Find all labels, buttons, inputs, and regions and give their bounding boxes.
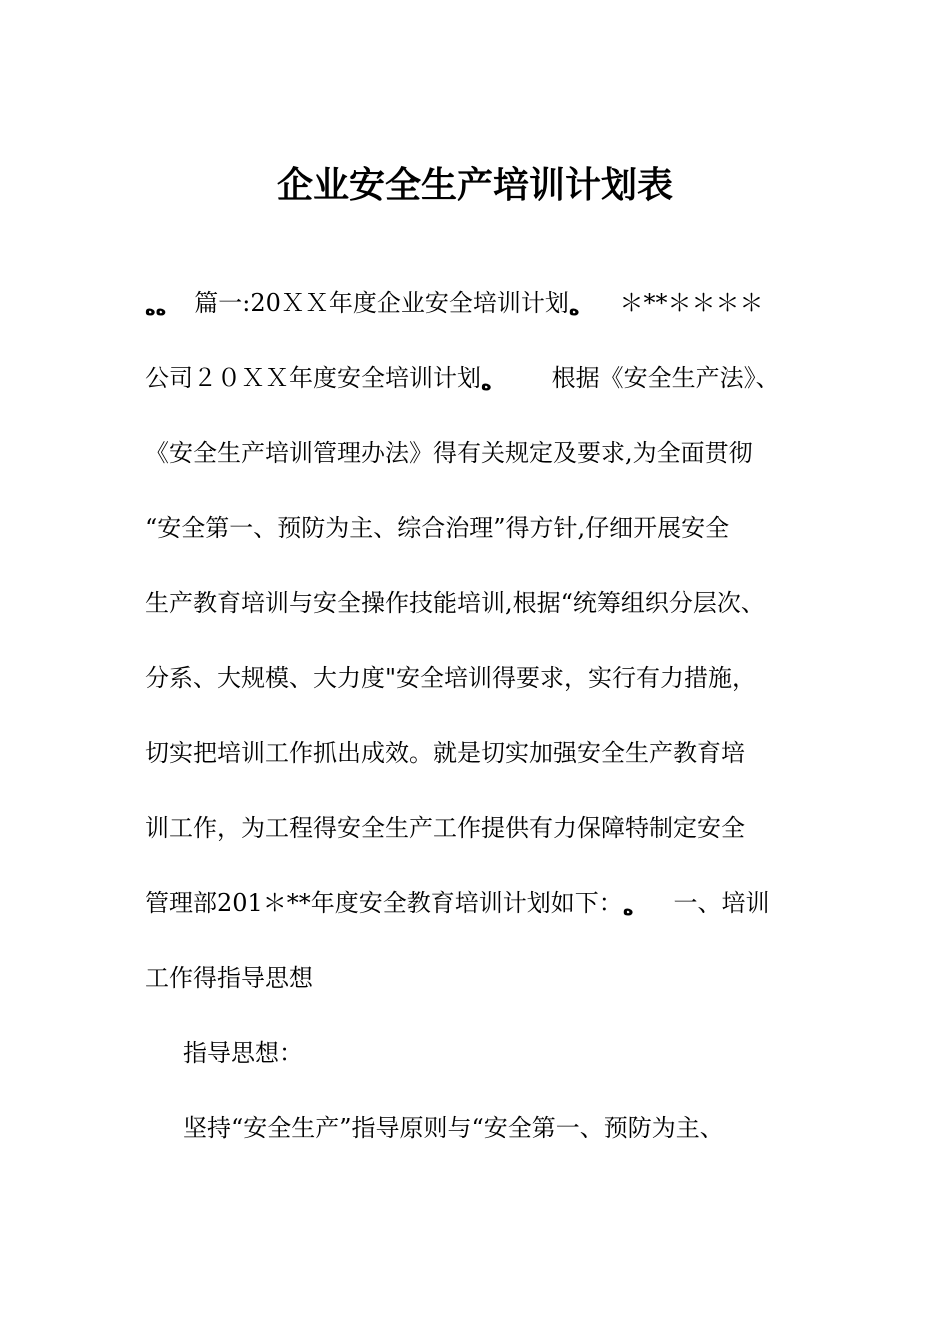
document-title: 企业安全生产培训计划表: [276, 165, 673, 206]
body-line-10: 工作得指导思想: [145, 964, 313, 992]
body-line-8: 训工作，为工程得安全生产工作提供有力保障特制定安全: [145, 814, 745, 842]
body-line-9: [145, 883, 769, 930]
body-text: 公司２０ＸＸ年度安全培训计划: [145, 364, 481, 392]
subheading-guiding-thought: 指导思想：: [183, 1039, 303, 1067]
body-text: 管理部201＊**年度安全教育培训计划如下：: [145, 889, 623, 917]
body-line-2: [145, 358, 780, 405]
paragraph-mark-icon: ﻩﻩ: [145, 299, 167, 320]
paragraph-mark-icon: ﻩ: [481, 374, 492, 395]
section-heading: 一、培训: [673, 889, 770, 917]
body-text: 根据《安全生产法》、: [551, 364, 780, 392]
paragraph-mark-icon: ﻩ: [622, 899, 634, 920]
body-text: 篇一:20ＸＸ年度企业安全培训计划: [194, 289, 569, 317]
body-line-7: 切实把培训工作抓出成效。就是切实加强安全生产教育培: [145, 739, 745, 767]
body-line-12: 坚持“安全生产”指导原则与“安全第一、预防为主、: [183, 1114, 724, 1142]
body-line-1: [145, 283, 764, 330]
paragraph-mark-icon: ﻩ: [568, 299, 580, 320]
body-line-5: 生产教育培训与安全操作技能培训,根据“统筹组织分层次、: [145, 589, 765, 617]
body-line-6: 分系、大规模、大力度"安全培训得要求，实行有力措施，: [145, 664, 757, 692]
body-line-3: 《安全生产培训管理办法》得有关规定及要求,为全面贯彻: [145, 439, 753, 467]
body-line-4: “安全第一、预防为主、综合治理”得方针,仔细开展安全: [145, 514, 730, 542]
body-text: ＊**＊＊＊＊: [619, 289, 764, 317]
